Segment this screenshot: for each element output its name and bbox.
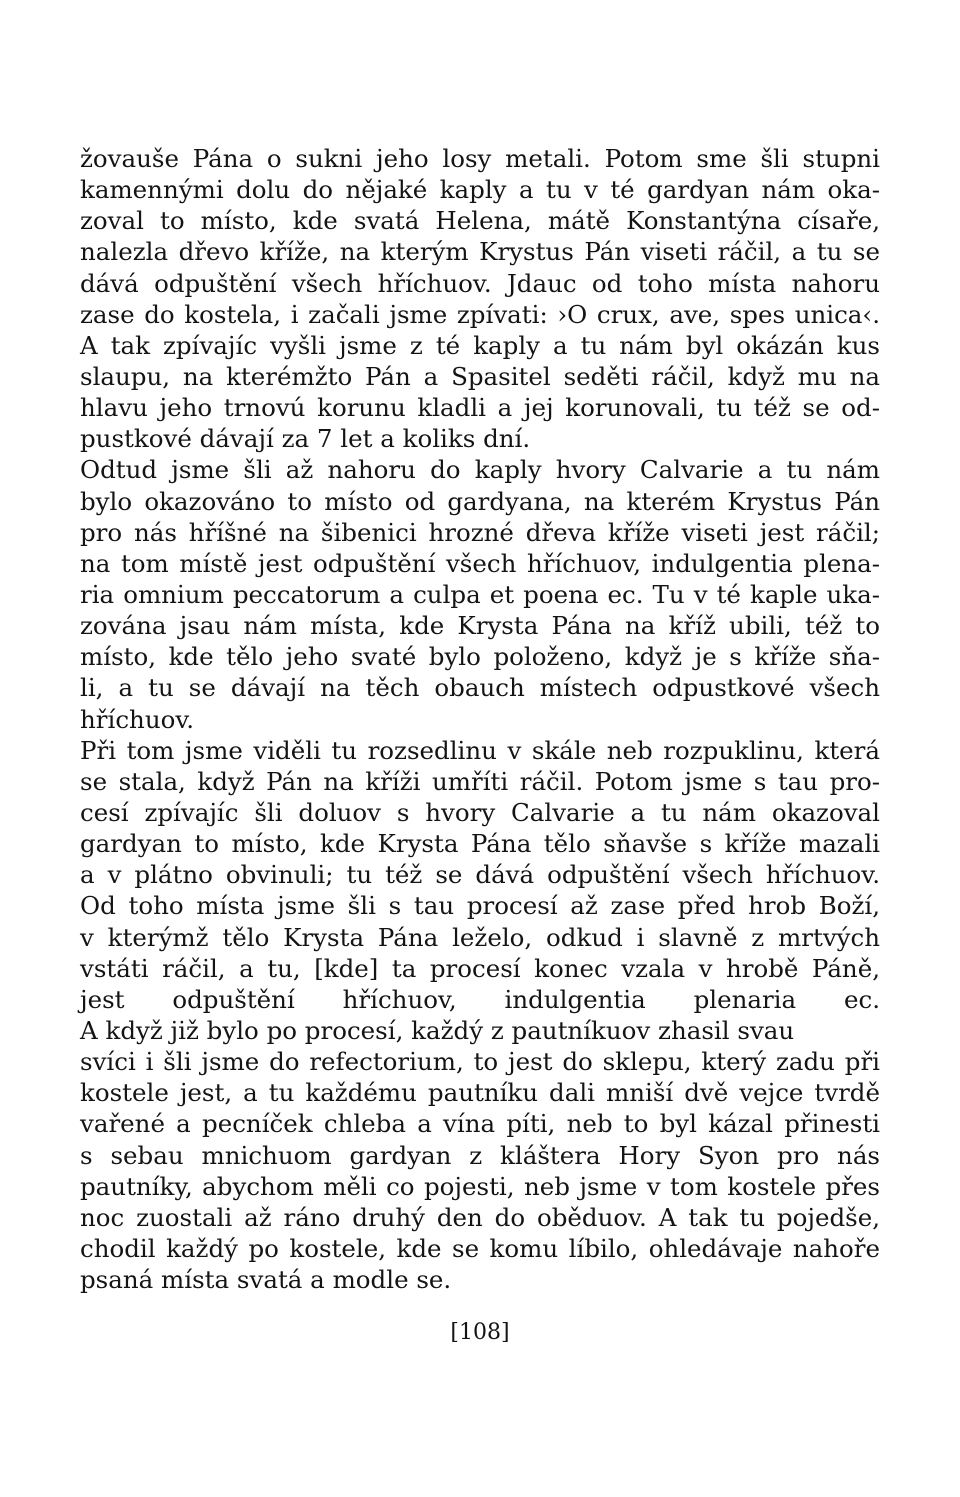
text-line: zována jsau nám místa, kde Krysta Pána na kříž ubili, též to (80, 611, 880, 641)
text-line: zoval to místo, kde svatá Helena, mátě Konstantýna císaře, (80, 206, 880, 236)
text-line: kostele jest, a tu každému pautníku dali mniší dvě vejce tvrdě (80, 1078, 880, 1108)
text-line: žovauše Pána o sukni jeho losy metali. Potom sme šli stupni (80, 144, 880, 173)
text-line: Odtud jsme šli až nahoru do kaply hvory Calvarie a tu nám (80, 455, 880, 485)
text-line: Při tom jsme viděli tu rozsedlinu v skále neb rozpuklinu, která (80, 735, 880, 765)
text-line: místo, kde tělo jeho svaté bylo položeno, když je s kříže sňa- (80, 642, 880, 672)
text-line: vstáti ráčil, a tu, [kde] ta procesí konec vzala v hrobě Páně, (80, 953, 880, 983)
text-line: gardyan to místo, kde Krysta Pána tělo sňavše s kříže mazali (80, 829, 880, 859)
text-line: ria omnium peccatorum a culpa et poena ec. Tu v té kaple uka- (80, 579, 880, 609)
text-line: li, a tu se dávají na těch obauch místech odpustkové všech (80, 673, 880, 703)
text-line: cesí zpívajíc šli doluov s hvory Calvarie a tu nám okazoval (80, 797, 880, 827)
text-line: v kterýmž tělo Krysta Pána leželo, odkud i slavně z mrtvých (80, 922, 880, 952)
text-line: s sebau mnichuom gardyan z kláštera Hory Syon pro nás (80, 1140, 880, 1170)
text-line: pro nás hříšné na šibenici hrozné dřeva kříže viseti jest ráčil; (80, 517, 880, 547)
text-line: vařené a pecníček chleba a vína píti, neb to byl kázal přinesti (80, 1109, 880, 1139)
text-line: na tom místě jest odpuštění všech hříchuov, indulgentia plena- (80, 548, 880, 578)
text-line: slaupu, na kterémžto Pán a Spasitel seděti ráčil, když mu na (80, 361, 880, 391)
text-line: chodil každý po kostele, kde se komu líbilo, ohledávaje nahoře (80, 1233, 880, 1263)
text-line: bylo okazováno to místo od gardyana, na kterém Krystus Pán (80, 486, 880, 516)
text-line: dává odpuštění všech hříchuov. Jdauc od toho místa nahoru (80, 268, 880, 298)
text-line: hlavu jeho trnovú korunu kladli a jej korunovali, tu též se od- (80, 393, 880, 423)
text-line: Od toho místa jsme šli s tau procesí až zase před hrob Boží, (80, 891, 880, 921)
text-line: a v plátno obvinuli; tu též se dává odpuštění všech hříchuov. (80, 860, 880, 890)
text-line: pautníky, abychom měli co pojesti, neb jsme v tom kostele přes (80, 1171, 880, 1201)
body-text (80, 143, 880, 1295)
text-line: hříchuov. (80, 704, 195, 734)
text-line: svíci i šli jsme do refectorium, to jest do sklepu, který zadu při (80, 1047, 880, 1077)
text-line: zase do kostela, i začali jsme zpívati: ›O crux, ave, spes unica‹. (80, 299, 880, 329)
text-line: A když již bylo po procesí, každý z pautníkuov zhasil svau (80, 1015, 795, 1045)
text-line: nalezla dřevo kříže, na kterým Krystus Pán viseti ráčil, a tu se (80, 237, 880, 267)
page-number: [108] (450, 1320, 510, 1345)
text-line: kamennými dolu do nějaké kaply a tu v té gardyan nám oka- (80, 175, 880, 205)
text-line: noc zuostali až ráno druhý den do oběduov. A tak tu pojedše, (80, 1202, 880, 1232)
text-line: jest odpuštění hříchuov, indulgentia plenaria ec. (80, 984, 880, 1014)
text-line: A tak zpívajíc vyšli jsme z té kaply a tu nám byl okázán kus (80, 330, 880, 360)
text-line: pustkové dávají za 7 let a koliks dní. (80, 424, 531, 454)
text-line: se stala, když Pán na kříži umříti ráčil. Potom jsme s tau pro- (80, 766, 880, 796)
text-line: psaná místa svatá a modle se. (80, 1265, 452, 1295)
